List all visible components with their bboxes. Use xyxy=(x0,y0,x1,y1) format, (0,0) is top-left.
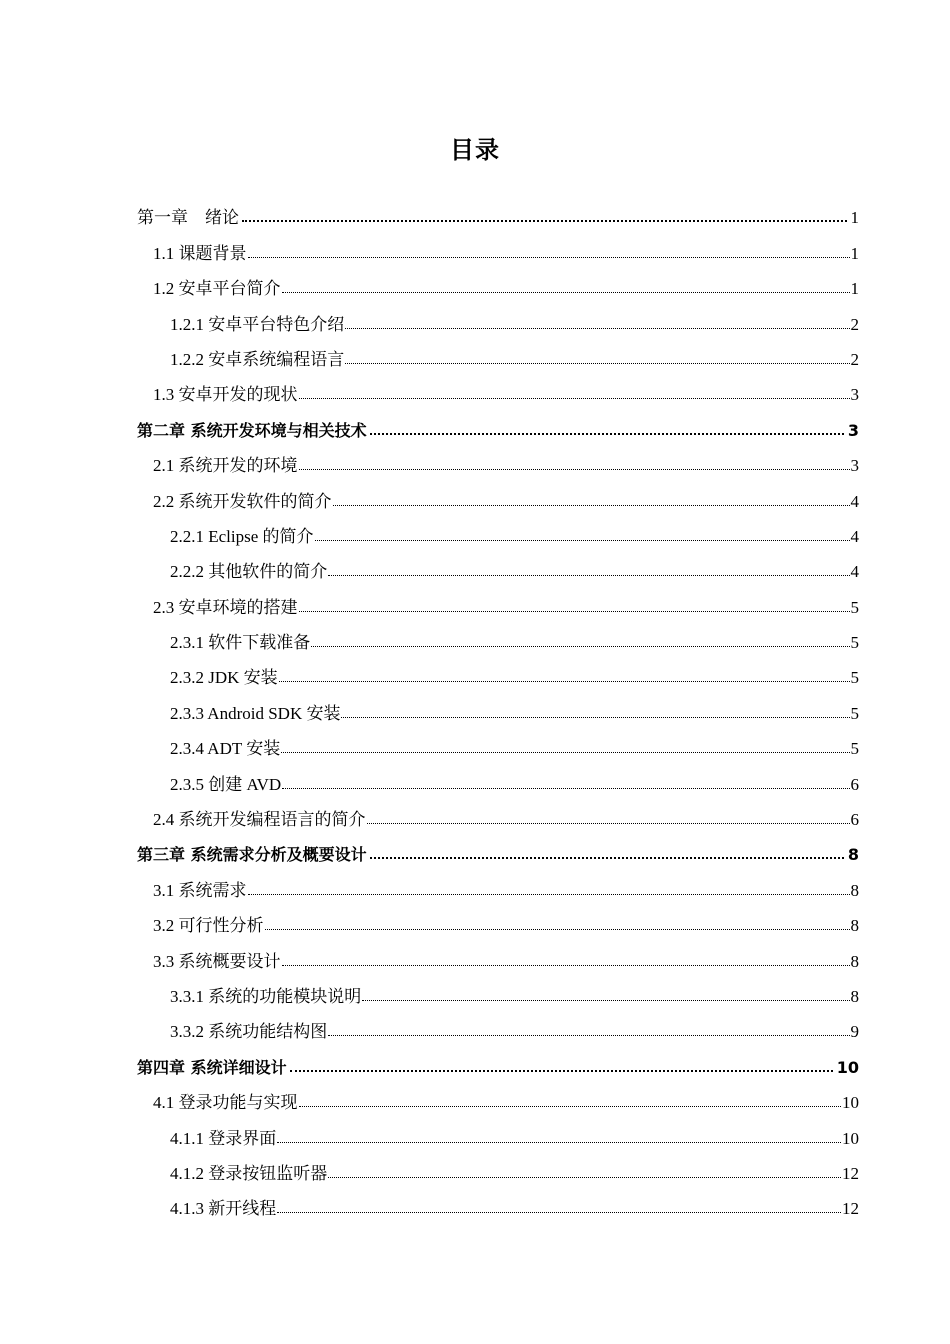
toc-entry[interactable] xyxy=(137,972,859,1007)
toc-entry-title: 4.1.1 登录界面 xyxy=(170,1128,277,1148)
toc-entry[interactable] xyxy=(137,1007,859,1042)
toc-chapter-entry[interactable] xyxy=(137,405,859,440)
toc-page-number: 1 xyxy=(850,208,859,228)
toc-dot-leader xyxy=(282,965,850,966)
toc-dot-leader xyxy=(265,929,850,930)
toc-page-number: 12 xyxy=(842,1163,859,1183)
toc-entry[interactable] xyxy=(137,547,859,582)
toc-chapter-entry[interactable] xyxy=(137,1042,859,1077)
toc-entry[interactable] xyxy=(137,724,859,759)
toc-chapter-entry[interactable] xyxy=(137,193,859,228)
toc-entry[interactable] xyxy=(137,512,859,547)
toc-page-number: 3 xyxy=(850,456,859,476)
toc-dot-leader xyxy=(370,433,844,435)
toc-page-number: 9 xyxy=(850,1022,859,1042)
toc-entry-title: 2.3.4 ADT 安装 xyxy=(170,739,281,759)
toc-page-number: 3 xyxy=(850,385,859,405)
toc-entry[interactable] xyxy=(137,618,859,653)
toc-entry[interactable] xyxy=(137,653,859,688)
toc-page-number: 12 xyxy=(842,1199,859,1219)
toc-entry-title: 2.3.5 创建 AVD xyxy=(170,774,282,794)
toc-entry-title: 2.2 系统开发软件的简介 xyxy=(153,491,332,511)
toc-entry[interactable] xyxy=(137,795,859,830)
toc-entry[interactable] xyxy=(137,1113,859,1148)
toc-entry-title: 1.1 课题背景 xyxy=(153,243,247,263)
toc-entry-title: 第三章 系统需求分析及概要设计 xyxy=(137,845,367,865)
toc-entry-title: 2.2.1 Eclipse 的简介 xyxy=(170,526,314,546)
toc-dot-leader xyxy=(282,788,849,789)
toc-dot-leader xyxy=(341,717,849,718)
table-of-contents xyxy=(137,193,859,1219)
toc-chapter-entry[interactable] xyxy=(137,830,859,865)
toc-entry-title: 2.1 系统开发的环境 xyxy=(153,456,298,476)
toc-dot-leader xyxy=(328,1035,849,1036)
toc-dot-leader xyxy=(345,328,849,329)
toc-entry-title: 4.1 登录功能与实现 xyxy=(153,1093,298,1113)
toc-dot-leader xyxy=(279,681,850,682)
toc-entry[interactable] xyxy=(137,865,859,900)
toc-entry[interactable] xyxy=(137,335,859,370)
toc-entry[interactable] xyxy=(137,264,859,299)
toc-dot-leader xyxy=(370,857,844,859)
toc-entry[interactable] xyxy=(137,582,859,617)
toc-page-number: 3 xyxy=(847,420,859,440)
toc-entry[interactable] xyxy=(137,228,859,263)
toc-dot-leader xyxy=(333,505,850,506)
toc-page-number: 8 xyxy=(850,880,859,900)
toc-entry[interactable] xyxy=(137,901,859,936)
toc-dot-leader xyxy=(299,398,850,399)
toc-dot-leader xyxy=(282,292,850,293)
toc-page-number: 1 xyxy=(850,243,859,263)
toc-entry-title: 第二章 系统开发环境与相关技术 xyxy=(137,420,367,440)
toc-page-number: 10 xyxy=(842,1128,859,1148)
toc-dot-leader xyxy=(248,257,850,258)
toc-entry-title: 3.1 系统需求 xyxy=(153,880,247,900)
toc-entry-title: 1.2.2 安卓系统编程语言 xyxy=(170,349,345,369)
toc-entry-title: 2.3.2 JDK 安装 xyxy=(170,668,278,688)
toc-page-number: 4 xyxy=(850,491,859,511)
toc-entry[interactable] xyxy=(137,1078,859,1113)
toc-dot-leader xyxy=(362,1000,849,1001)
toc-title: 目录 xyxy=(450,136,500,164)
toc-page-number: 1 xyxy=(850,279,859,299)
toc-dot-leader xyxy=(281,752,849,753)
toc-entry[interactable] xyxy=(137,759,859,794)
toc-dot-leader xyxy=(277,1142,841,1143)
toc-page-number: 5 xyxy=(850,597,859,617)
toc-page-number: 2 xyxy=(850,349,859,369)
toc-dot-leader xyxy=(248,894,850,895)
toc-page-number: 6 xyxy=(850,810,859,830)
toc-page-number: 2 xyxy=(850,314,859,334)
toc-dot-leader xyxy=(328,575,849,576)
toc-entry-title: 1.2.1 安卓平台特色介绍 xyxy=(170,314,345,334)
toc-page-number: 8 xyxy=(847,845,859,865)
toc-entry-title: 2.3 安卓环境的搭建 xyxy=(153,597,298,617)
toc-page-number: 4 xyxy=(850,562,859,582)
toc-entry[interactable] xyxy=(137,370,859,405)
toc-entry-title: 2.4 系统开发编程语言的简介 xyxy=(153,810,366,830)
toc-dot-leader xyxy=(290,1070,833,1072)
toc-page-number: 10 xyxy=(842,1093,859,1113)
toc-page-number: 8 xyxy=(850,986,859,1006)
toc-entry[interactable] xyxy=(137,299,859,334)
toc-entry-title: 2.2.2 其他软件的简介 xyxy=(170,562,328,582)
toc-entry[interactable] xyxy=(137,476,859,511)
toc-entry[interactable] xyxy=(137,1149,859,1184)
toc-entry-title: 1.2 安卓平台简介 xyxy=(153,279,281,299)
toc-dot-leader xyxy=(277,1212,841,1213)
toc-entry-title: 2.3.3 Android SDK 安装 xyxy=(170,703,341,723)
toc-dot-leader xyxy=(299,1106,842,1107)
toc-dot-leader xyxy=(328,1177,841,1178)
toc-entry-title: 1.3 安卓开发的现状 xyxy=(153,385,298,405)
toc-dot-leader xyxy=(367,823,850,824)
toc-entry-title: 4.1.3 新开线程 xyxy=(170,1199,277,1219)
toc-entry[interactable] xyxy=(137,936,859,971)
toc-entry-title: 3.3.1 系统的功能模块说明 xyxy=(170,986,362,1006)
toc-entry-title: 3.2 可行性分析 xyxy=(153,916,264,936)
toc-page-number: 4 xyxy=(850,526,859,546)
toc-page-number: 10 xyxy=(836,1057,859,1077)
toc-entry-title: 3.3.2 系统功能结构图 xyxy=(170,1022,328,1042)
toc-page-number: 5 xyxy=(850,703,859,723)
toc-page-number: 8 xyxy=(850,951,859,971)
toc-entry[interactable] xyxy=(137,441,859,476)
toc-dot-leader xyxy=(299,611,850,612)
toc-entry-title: 2.3.1 软件下载准备 xyxy=(170,633,311,653)
toc-page-number: 5 xyxy=(850,668,859,688)
toc-entry-title: 3.3 系统概要设计 xyxy=(153,951,281,971)
toc-entry[interactable] xyxy=(137,688,859,723)
toc-page-number: 6 xyxy=(850,774,859,794)
toc-entry-title: 第一章 绪论 xyxy=(137,208,239,228)
toc-page-number: 8 xyxy=(850,916,859,936)
toc-entry[interactable] xyxy=(137,1184,859,1219)
toc-page-number: 5 xyxy=(850,633,859,653)
toc-page-number: 5 xyxy=(850,739,859,759)
toc-dot-leader xyxy=(345,363,849,364)
toc-entry-title: 4.1.2 登录按钮监听器 xyxy=(170,1163,328,1183)
toc-dot-leader xyxy=(315,540,850,541)
toc-dot-leader xyxy=(242,220,847,222)
toc-dot-leader xyxy=(311,646,849,647)
toc-dot-leader xyxy=(299,469,850,470)
toc-entry-title: 第四章 系统详细设计 xyxy=(137,1057,287,1077)
